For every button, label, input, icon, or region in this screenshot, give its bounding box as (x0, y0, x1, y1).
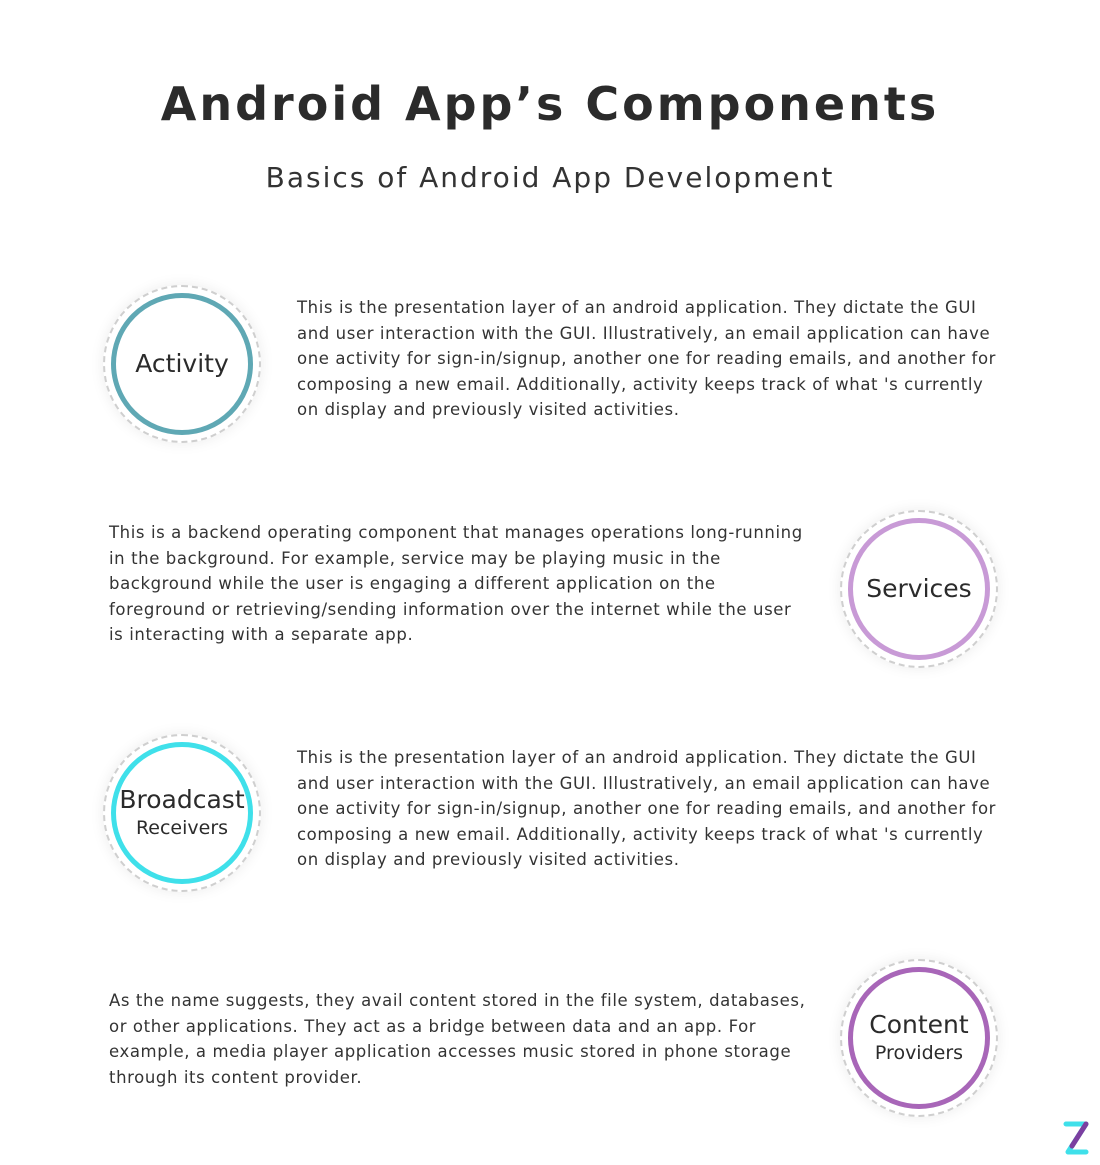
services-circle (848, 518, 990, 660)
broadcast-receivers-ring (103, 734, 261, 892)
broadcast-receivers-label: Broadcast (119, 785, 245, 814)
z-logo-icon (1062, 1118, 1090, 1158)
broadcast-receivers-circle (111, 742, 253, 884)
content-providers-description: As the name suggests, they avail content stored in the file system, databases, or other applications. They act as a bridge between data and an app. For example, a media player application accesses music stored in phone storage through its content provider. (109, 991, 806, 1087)
page-title: Android App’s Components (160, 77, 940, 131)
content-providers-ring (840, 959, 998, 1117)
page-subtitle: Basics of Android App Development (265, 161, 835, 194)
broadcast-receivers-description: This is the presentation layer of an android application. They dictate the GUI and user interaction with the GUI. Illustratively, an email application can have one activity for sign-in/signup, another one for reading emails, and another for composing a new email. Additionally, activity keeps track of what 's currently on display and previously visited activities. (297, 748, 997, 869)
content-providers-sublabel: Providers (874, 1042, 964, 1064)
broadcast-receivers-sublabel: Receivers (135, 817, 229, 839)
activity-description: This is the presentation layer of an android application. They dictate the GUI and user interaction with the GUI. Illustratively, an email application can have one activity for sign-in/signup, another one for reading emails, and another for composing a new email. Additionally, activity keeps track of what 's currently on display and previously visited activities. (297, 298, 997, 419)
services-label: Services (866, 574, 972, 603)
activity-label: Activity (135, 349, 229, 378)
activity-ring (103, 285, 261, 443)
services-description: This is a backend operating component that manages operations long-running in the background. For example, service may be playing music in the background while the user is engaging a different application on the foreground or retrieving/sending information over the internet while the user is interacting with a separate app. (109, 523, 803, 644)
activity-circle (111, 293, 253, 435)
content-providers-label: Content (869, 1010, 969, 1039)
services-ring (840, 510, 998, 668)
content-providers-circle (848, 967, 990, 1109)
